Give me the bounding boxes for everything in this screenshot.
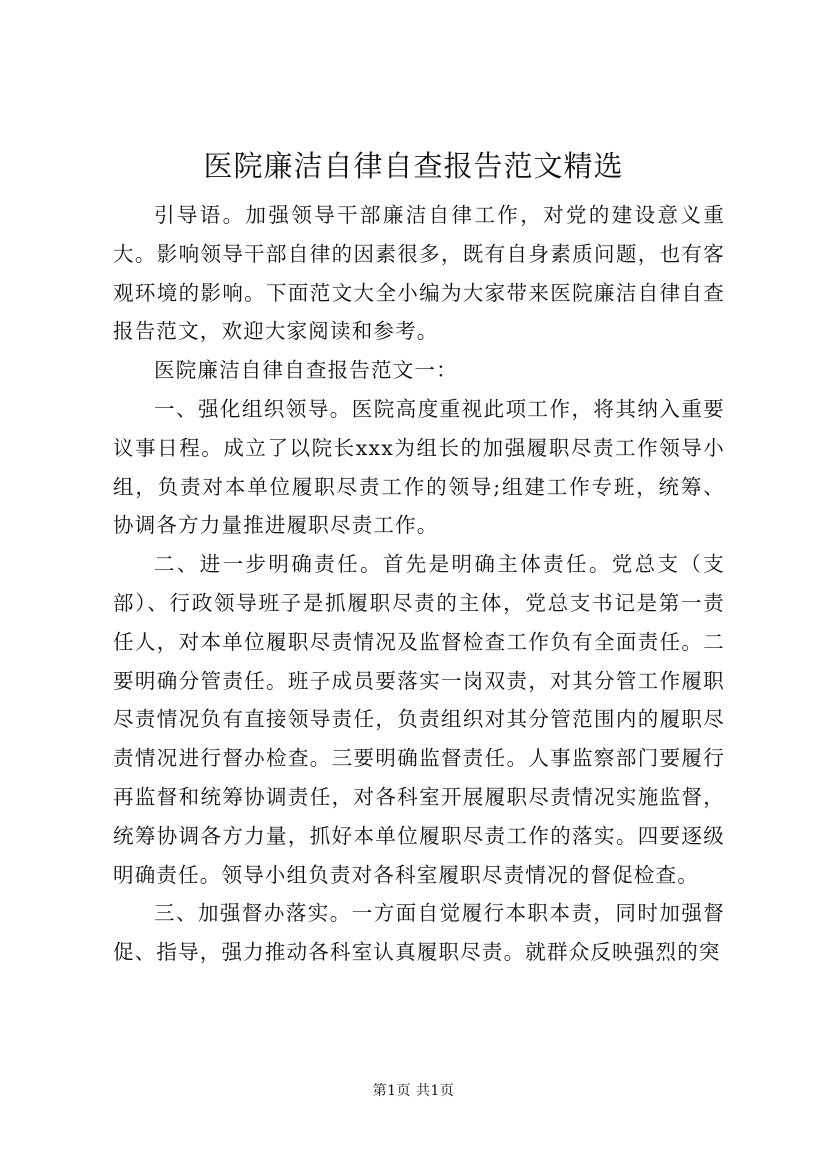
document-body	[113, 196, 725, 972]
intro-paragraph: 引导语。加强领导干部廉洁自律工作，对党的建设意义重大。影响领导干部自律的因素很多，既有自身素质问题，也有客观环境的影响。下面范文大全小编为大家带来医院廉洁自律自查报告范文，欢迎大家阅读和参考。	[113, 203, 725, 344]
document-title: 医院廉洁自律自查报告范文精选	[203, 149, 624, 183]
section-heading: 医院廉洁自律自查报告范文一：	[154, 358, 458, 383]
body-paragraph: 三、加强督办落实。一方面自觉履行本职本责，同时加强督促、指导，强力推动各科室认真履职尽责。就群众反映强烈的突	[113, 901, 725, 965]
body-paragraph: 一、强化组织领导。医院高度重视此项工作，将其纳入重要议事日程。成立了以院长xxx为组长的加强履职尽责工作领导小组，负责对本单位履职尽责工作的领导;组建工作专班，统筹、协调各方力量推进履职尽责工作。	[113, 396, 725, 538]
body-paragraph: 二、进一步明确责任。首先是明确主体责任。党总支（支部）、行政领导班子是抓履职尽责的主体，党总支书记是第一责任人，对本单位履职尽责情况及监督检查工作负有全面责任。二要明确分管责任。班子成员要落实一岗双责，对其分管工作履职尽责情况负有直接领导责任，负责组织对其分管范围内的履职尽责情况进行督办检查。三要明确监督责任。人事监察部门要履行再监督和统筹协调责任，对各科室开展履职尽责情况实施监督，统筹协调各方力量，抓好本单位履职尽责工作的落实。四要逐级明确责任。领导小组负责对各科室履职尽责情况的督促检查。	[113, 552, 725, 887]
page-number-footer: 第1页 共1页	[372, 1083, 455, 1099]
